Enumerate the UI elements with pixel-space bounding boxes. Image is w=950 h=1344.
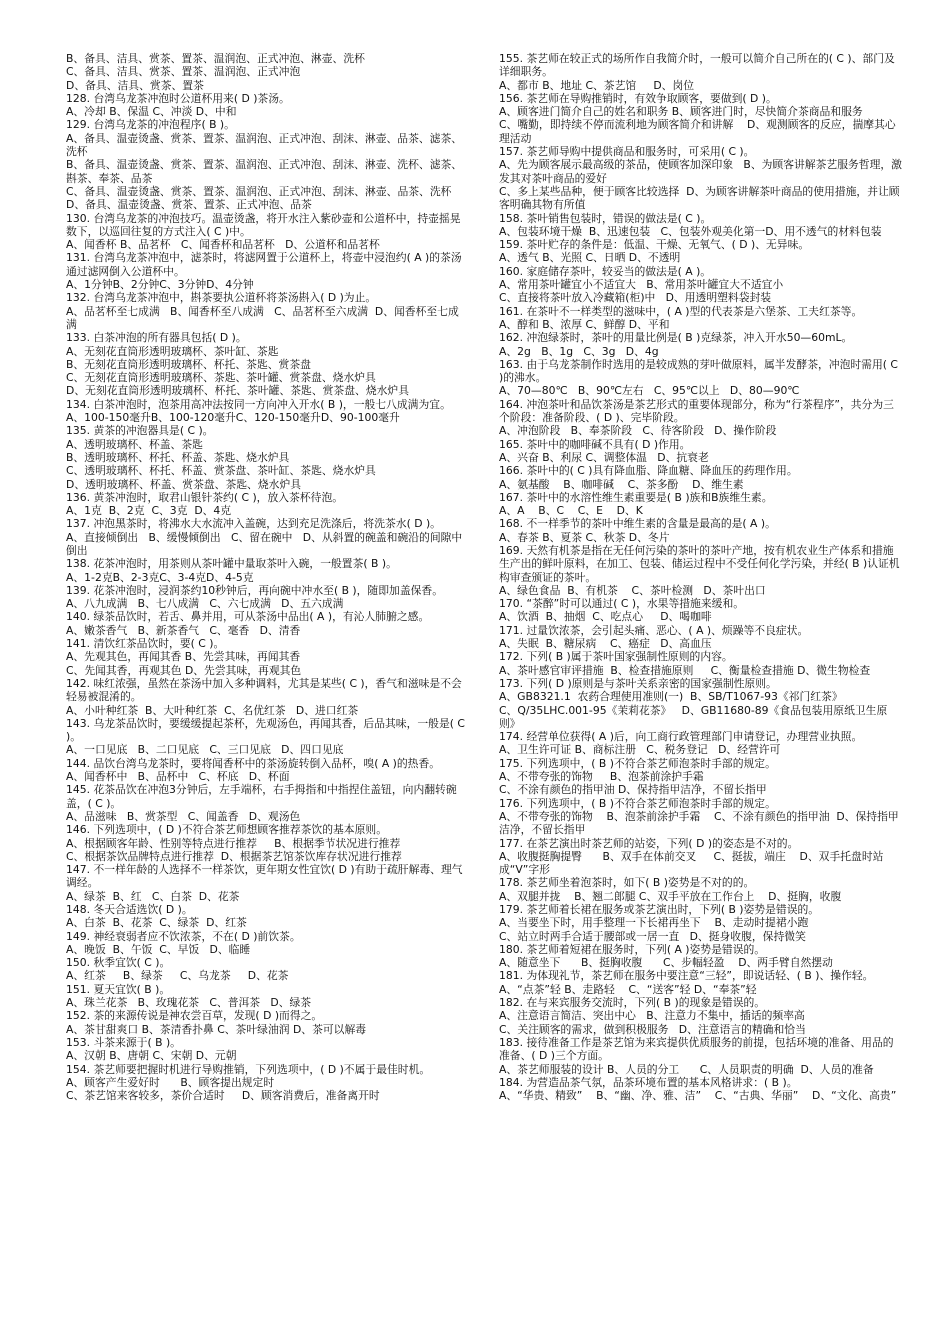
text-line: A、冷却 B、保温 C、冲淡 D、中和 [66,105,237,119]
text-line: 158. 茶叶销售包装时，错误的做法是( C )。 [499,211,712,225]
text-line: B、无刻花直筒形透明玻璃杯、杯托、茶匙、赏茶盘 [66,357,311,371]
text-line: A、春茶 B、夏茶 C、秋茶 D、冬片 [499,530,670,544]
text-line: 170. “茶醉”时可以通过( C )，水果等措施来缓和。 [499,597,745,611]
text-line: 155. 茶艺师在较正式的场所作自我简介时，一般可以简介自己所在的( C )、部门及详细职务。 [499,52,895,79]
text-line: 130. 台湾乌龙茶的冲泡技巧。温壶烫盏，将开水注入紫砂壶和公道杯中，持壶摇晃数下，以巡回往复的方式注入( C )中。 [66,211,461,238]
text-line: A、醇和 B、浓厚 C、鲜醇 D、平和 [499,317,670,331]
text-line: A、1克 B、2克 C、3克 D、4克 [66,504,232,518]
text-line: 140. 绿茶品饮时，若舌、鼻并用，可从茶汤中品出( A )，有沁人肺腑之感。 [66,610,430,624]
text-line: B、备具、温壶烫盏、赏茶、置茶、温润泡、正式冲泡、刮沫、淋壶、洗杯、滤茶、斟茶、奉茶、品茶 [66,158,463,185]
text-line: 143. 乌龙茶品饮时，要缓缓提起茶杯，先观汤色，再闻其香，后品其味，一般是( C )。 [66,716,469,744]
text-line: A、双腿并拢 B、翘二郎腿 C、双手平放在工作台上 D、挺胸，收腹 [499,889,842,903]
text-line: A、先观其色，再闻其香 B、先尝其味，再闻其香 [66,650,301,664]
text-line: 152. 茶的来源传说是神农尝百草，发现( D )而得之。 [66,1009,323,1023]
text-line: 162. 冲泡绿茶时，茶叶的用量比例是( B )克绿茶，冲入开水50—60mL。 [499,331,853,345]
text-line: A、100-150毫升B、100-120毫升C、120-150毫升D、90-100毫升 [66,411,400,425]
text-line: B、备具、洁具、赏茶、置茶、温润泡、正式冲泡、淋壶、洗杯 [66,52,365,65]
text-line: A、饮酒 B、抽烟 C、吃点心 D、喝咖啡 [499,610,712,624]
text-line: 180. 茶艺师着短裙在服务时，下列( A )姿势是错误的。 [499,942,766,956]
text-line: B、透明玻璃杯、杯托、杯盖、茶匙、烧水炉具 [66,450,290,464]
text-line: C、无刻花直筒形透明玻璃杯、茶匙、茶叶罐、赏茶盘、烧水炉具 [66,371,376,385]
text-line: A、注意语言简洁、突出中心 B、注意力不集中，插话的频率高 [499,1009,805,1023]
text-line: A、顾客进门简介自己的姓名和职务 B、顾客进门时，尽快简介茶商品和服务 [499,105,863,119]
text-line: 167. 茶叶中的水溶性维生素重要是( B )族和B族维生素。 [499,490,773,504]
text-line: C、先闻其香，再观其色 D、先尝其味，再观其色 [66,663,302,677]
text-line: A、氨基酸 B、咖啡碱 C、茶多酚 D、维生素 [499,477,744,491]
text-line: A、透气 B、光照 C、日晒 D、不透明 [499,251,681,265]
text-line: C、茶艺馆来客较多，茶价合适时 D、顾客消费后，准备离开时 [66,1089,380,1103]
text-line: A、茶甘甜爽口 B、茶清香扑鼻 C、茶叶绿油润 D、茶可以解毒 [66,1022,367,1036]
text-line: A、闻香杯 B、品茗杯 C、闻香杯和品茗杯 D、公道杯和品茗杯 [66,238,380,252]
text-line: A、不带夸张的饰物 B、泡茶前涂护手霜 C、不涂有颜色的指甲油 D、保持指甲洁净，不留长指甲 [499,809,899,837]
text-line: A、兴奋 B、利尿 C、调整体温 D、抗衰老 [499,450,709,464]
text-line: 179. 茶艺师着长裙在服务或茶艺演出时，下列( B )姿势是错误的。 [499,903,820,916]
text-line: 146. 下列选项中，( D )不符合茶艺师想顾客推荐茶饮的基本原则。 [66,823,387,837]
text-line: A、无刻花直筒形透明玻璃杯、茶叶缸、茶匙 [66,344,279,358]
text-line: 178. 茶艺师坐着泡茶时，如下( B )姿势是不对的的。 [499,876,755,890]
text-line: A、闻香杯中 B、品杯中 C、杯底 D、杯面 [66,770,290,784]
text-line: A、备具、温壶烫盏、赏茶、置茶、温润泡、正式冲泡、刮沫、淋壶、品茶、滤茶、洗杯 [66,131,463,159]
text-line: A、汉朝 B、唐朝 C、宋朝 D、元朝 [66,1049,237,1063]
text-line: A、品滋味 B、赏茶型 C、闻盖香 D、观汤色 [66,809,301,823]
text-line: 149. 神经衰弱者应不饮浓茶，不在( D )前饮茶。 [66,929,301,943]
text-line: 157. 茶艺师导购中提供商品和服务时，可采用( C )。 [499,145,755,159]
text-line: A、2g B、1g C、3g D、4g [499,344,659,358]
text-line: A、常用茶叶罐宜小不适宜大 B、常用茶叶罐宜大不适宜小 [499,278,784,292]
text-line: C、根据茶饮品牌特点进行推荐 D、根据茶艺馆茶饮库存状况进行推荐 [66,849,402,863]
text-line: A、当要坐下时，用手整理一下长裙再坐下 B、走动时提裙小跑 [499,916,809,930]
text-line: A、一口见底 B、二口见底 C、三口见底 D、四口见底 [66,743,344,757]
text-line: A、绿色食品 B、有机茶 C、茶叶检测 D、茶叶出口 [499,583,766,597]
text-line: 176. 下列选项中，( B )不符合茶艺师泡茶时手部的规定。 [499,796,776,810]
text-line: C、嘴勤，即持续不停而流利地为顾客简介和讲解 D、观测顾客的反应，揣摩其心理活动 [499,118,896,145]
text-line: C、备具、温壶烫盏、赏茶、置茶、温润泡、正式冲泡、刮沫、淋壶、品茶、洗杯 [66,184,452,198]
text-line: C、Q/35LHC.001-95《茉莉花茶》 D、GB11680-89《食品包装用原纸卫生原则》 [499,703,888,730]
left-column [66,52,469,1344]
text-line: A、70—80℃ B、90℃左右 C、95℃以上 D、80—90℃ [499,384,800,398]
text-line: A、红茶 B、绿茶 C、乌龙茶 D、花茶 [66,969,289,983]
text-line: A、1分钟B、2分钟C、3分钟D、4分钟 [66,278,254,292]
text-line: 145. 花茶品饮在冲泡3分钟后，左手端杯，右手拇指和中指捏住盖钮，向内翻转碗盖，( C )。 [66,783,457,810]
text-line: A、白茶 B、花茶 C、绿茶 D、红茶 [66,916,247,930]
text-line: 147. 不一样年龄的人选择不一样茶饮，更年期女性宜饮( D )有助于疏肝解毒、理气调经。 [66,863,463,890]
text-line: C、备具、洁具、赏茶、置茶、温润泡、正式冲泡 [66,65,301,79]
text-line: 181. 为体现礼节，茶艺师在服务中要注意“三轻”，即说话轻、( B )、操作轻。 [499,969,874,983]
text-line: D、无刻花直筒形透明玻璃杯、杯托、茶叶罐、茶匙、赏茶盘、烧水炉具 [66,384,410,398]
text-line: 153. 斗茶来源于( B )。 [66,1035,181,1049]
text-line: A、都市 B、地址 C、茶艺馆 D、岗位 [499,78,695,92]
text-line: 141. 清饮红茶品饮时，要( C )。 [66,637,225,651]
text-line: 132. 台湾乌龙茶冲泡中，斟茶要执公道杯将茶汤斟入( D )为止。 [66,291,377,305]
text-line: A、卫生许可证 B、商标注册 C、税务登记 D、经营许可 [499,743,781,757]
text-line: A、先为顾客展示最高级的茶品，使顾客加深印象 B、为顾客讲解茶艺服务哲理，激发其对茶叶商品的爱好 [499,158,902,185]
text-line: 131. 台湾乌龙茶冲泡中，滤茶时，将滤网置于公道杯上，将壶中浸泡约( A )的茶汤通过滤网倒入公道杯中。 [66,251,462,278]
text-line: A、绿茶 B、红 C、白茶 D、花茶 [66,889,240,903]
text-line: A、茶叶感官审评措施 B、检查措施原则 C、衡量检查措施 D、微生物检查 [499,663,871,677]
text-line: A、收腹挺胸提臀 B、双手在体前交叉 C、挺拔，端庄 D、双手托盘时站成“V”字形 [499,849,884,877]
text-line: 144. 品饮台湾乌龙茶时，要将闻香杯中的茶汤旋转倒入品杯，嗅( A )的热香。 [66,756,441,770]
text-line: A、八九成满 B、七八成满 C、六七成满 D、五六成满 [66,597,344,611]
text-line: 135. 黄茶的冲泡器具是( C )。 [66,424,214,438]
text-line: 166. 茶叶中的( C )具有降血脂、降血糖、降血压的药理作用。 [499,464,798,478]
text-line: 138. 花茶冲泡时，用茶则从茶叶罐中量取茶叶入碗，一般置茶( B )。 [66,557,397,571]
text-line: 137. 冲泡黑茶时，将沸水大水流冲入盖碗，达到充足洗涤后，将洗茶水( D )。 [66,517,441,531]
text-line: 165. 茶叶中的咖啡碱不具有( D )作用。 [499,437,691,451]
text-line: 159. 茶叶贮存的条件是：低温、干燥、无氧气、( D )、无异味。 [499,238,810,252]
text-line: 177. 在茶艺演出时茶艺师的站姿，下列( D )的姿态是不对的。 [499,836,799,850]
text-line: C、不涂有颜色的指甲油 D、保持指甲洁净，不留长指甲 [499,783,767,797]
text-line: A、茶艺师服装的设计 B、人员的分工 C、人员职责的明确 D、人员的准备 [499,1062,874,1076]
text-line: 154. 茶艺师要把握时机进行导购推销，下列选项中，( D )不属于最佳时机。 [66,1062,431,1076]
text-line: C、多上某些品种，便于顾客比较选择 D、为顾客讲解茶叶商品的使用措施，并让顾客明确其物有所值 [499,184,900,212]
text-line: 133. 白茶冲泡的所有器具包括( D )。 [66,331,247,345]
text-line: A、1-2克B、2-3克C、3-4克D、4-5克 [66,570,254,584]
text-line: A、晚饭 B、午饭 C、早饭 D、临睡 [66,942,251,956]
text-line: A、“华贵、精致” B、“幽、净、雅、洁” C、“古典、华丽” D、“文化、高贵” [499,1089,897,1103]
text-line: A、失眠 B、糖尿病 C、癌症 D、高血压 [499,637,712,651]
text-line: 184. 为营造品茶气氛，品茶环境布置的基本风格讲求：( B )。 [499,1075,798,1089]
text-line: 175. 下列选项中，( B )不符合茶艺师泡茶时手部的规定。 [499,756,776,770]
text-line: 150. 秋季宜饮( C )。 [66,956,171,970]
text-line: 173. 下列( D )原则是与茶叶关系亲密的国家强制性原则。 [499,676,777,690]
text-line: A、顾客产生爱好时 B、顾客提出规定时 [66,1075,275,1089]
text-line: A、GB8321.1 农药合理使用准则(一) B、SB/T1067-93《祁门红茶》 [499,690,843,704]
text-line: 164. 冲泡茶叶和品饮茶汤是茶艺形式的重要体现部分，称为“行茶程序”，共分为三个阶段：准备阶段、( D )、完毕阶段。 [499,397,894,425]
text-line: A、A B、C C、E D、K [499,504,643,518]
text-line: D、备具、洁具、赏茶、置茶 [66,78,204,92]
text-line: 183. 接待准备工作是茶艺馆为来宾提供优质服务的前提，包括环境的准备、用品的准备、( D )三个方面。 [499,1035,894,1063]
text-line: 174. 经营单位获得( A )后，向工商行政管理部门申请登记，办理营业执照。 [499,730,863,744]
text-line: 160. 家庭储存茶叶，较妥当的做法是( A )。 [499,264,712,278]
right-column [499,52,902,1344]
text-line: 136. 黄茶冲泡时，取君山银针茶约( C )，放入茶杯待泡。 [66,490,344,504]
text-line: 148. 冬天合适选饮( D )。 [66,903,193,916]
text-line: A、不带夸张的饰物 B、泡茶前涂护手霜 [499,770,704,784]
text-line: C、关注顾客的需求，做到积极服务 D、注意语言的精确和恰当 [499,1022,806,1036]
text-line: C、直接将茶叶放入冷藏箱(柜)中 D、用透明塑料袋封装 [499,291,772,305]
text-line: 161. 在茶叶不一样类型的滋味中，( A )型的代表茶是六堡茶、工夫红茶等。 [499,304,863,318]
text-line: 156. 茶艺师在导购推销时，有效争取顾客，要做到( D )。 [499,91,777,105]
text-line: 172. 下列( B )属于茶叶国家强制性原则的内容。 [499,650,733,664]
text-line: A、直接倾倒出 B、缓慢倾倒出 C、留在碗中 D、从斜置的碗盖和碗沿的间隙中倒出 [66,530,463,557]
text-line: 129. 台湾乌龙茶的冲泡程序( B )。 [66,118,235,132]
text-line: 142. 味红浓强，虽然在茶汤中加入多种调料，尤其是某些( C )，香气和滋味是不会轻易被混淆的。 [66,676,462,704]
text-line: D、备具、温壶烫盏、赏茶、置茶、正式冲泡、品茶 [66,198,312,212]
text-line: D、透明玻璃杯、杯盖、赏茶盘、茶匙、烧水炉具 [66,477,302,491]
text-line: A、透明玻璃杯、杯盖、茶匙 [66,437,203,451]
text-line: 151. 夏天宜饮( B )。 [66,982,171,996]
text-line: A、品茗杯至七成满 B、闻香杯至八成满 C、品茗杯至六成满 D、闻香杯至七成满 [66,304,459,331]
text-line: C、透明玻璃杯、杯托、杯盖、赏茶盘、茶叶缸、茶匙、烧水炉具 [66,464,376,478]
text-line: A、“点茶”轻 B、走路轻 C、“送客”轻 D、“奉茶”轻 [499,982,757,996]
text-line: 139. 花茶冲泡时，浸润茶约10秒钟后，再向碗中冲水至( B )，随即加盖保香。 [66,583,444,597]
text-line: A、包装环境干燥 B、迅速包装 C、包装外观美化第一D、用不透气的材料包装 [499,224,882,238]
text-line: C、站立时两手合适于腰部或一居一直 D、挺身收腹，保持微笑 [499,929,806,943]
text-line: 171. 过量饮浓茶，会引起头痛、恶心、( A )、烦躁等不良症状。 [499,623,809,637]
text-line: 128. 台湾乌龙茶冲泡时公道杯用来( D )茶汤。 [66,91,290,105]
text-line: A、小叶种红茶 B、大叶种红茶 C、名优红茶 D、进口红茶 [66,703,359,717]
text-line: 134. 白茶冲泡时，泡茶用高冲法按同一方向冲入开水( B )，一般七八成满为宜。 [66,397,451,411]
text-line: 182. 在与来宾服务交流时，下列( B )的现象是错误的。 [499,996,766,1010]
text-line: 168. 不一样季节的茶叶中维生素的含量是最高的是( A )。 [499,517,776,531]
text-line: A、根据顾客年龄、性别等特点进行推荐 B、根据季节状况进行推荐 [66,836,401,850]
text-line: 169. 天然有机茶是指在无任何污染的茶叶的茶叶产地，按有机农业生产体系和措施生产出的鲜叶原料，在加工、包装、储运过程中不受任何化学污染，并经( B )认证机构审查颁证的茶叶。 [499,543,900,584]
text-line: A、冲泡阶段 B、奉茶阶段 C、待客阶段 D、操作阶段 [499,424,777,438]
text-line: A、随意坐下 B、挺胸收腹 C、步幅轻盈 D、两手臂自然摆动 [499,956,833,970]
text-line: A、嫩茶香气 B、新茶香气 C、毫香 D、清香 [66,623,301,637]
text-line: A、珠兰花茶 B、玫瑰花茶 C、普洱茶 D、绿茶 [66,996,312,1010]
text-line: 163. 由于乌龙茶制作时选用的是较成熟的芽叶做原料，属半发酵茶，冲泡时需用( C )的沸水。 [499,357,902,385]
